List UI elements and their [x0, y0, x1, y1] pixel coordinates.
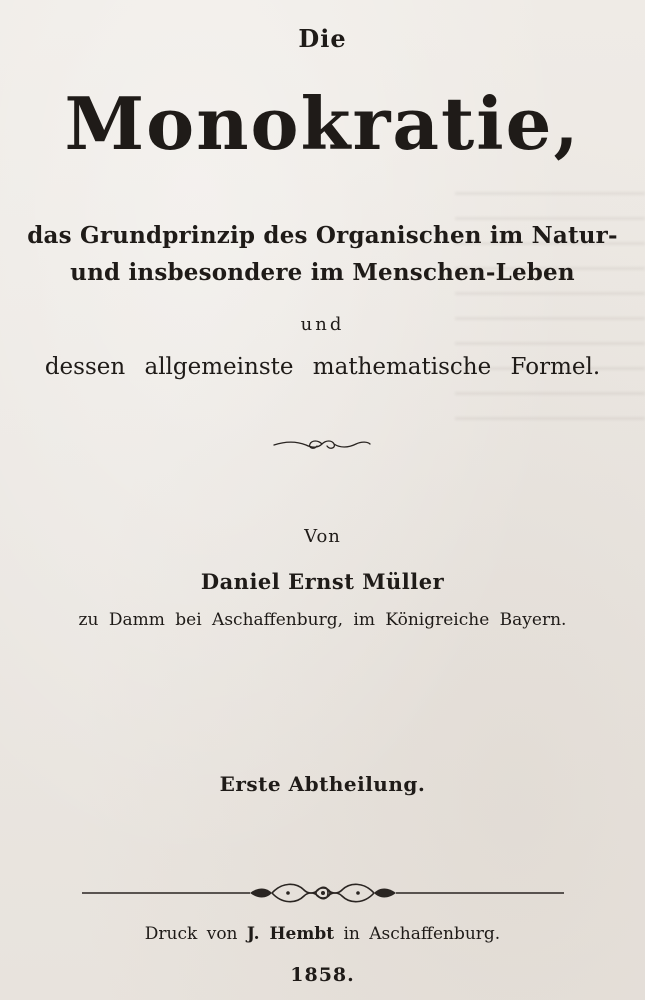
flourish-divider-icon [272, 434, 372, 454]
title-article: Die [298, 24, 347, 53]
imprint-prefix: Druck von [144, 924, 238, 944]
ornamental-rule-icon [82, 878, 564, 908]
author-location: zu Damm bei Aschaffenburg, im Königreiche Bayern. [78, 610, 567, 630]
bleed-through-text [455, 170, 645, 420]
imprint-suffix: in Aschaffenburg. [343, 924, 501, 944]
conjunction: und [300, 314, 345, 335]
main-title: Monokratie, [64, 81, 581, 166]
subtitle-line-2: und insbesondere im Menschen-Leben [70, 259, 575, 286]
by-label: Von [304, 526, 341, 547]
subtitle-line-1: das Grundprinzip des Organischen im Natur- [27, 222, 618, 249]
author-name: Daniel Ernst Müller [200, 569, 445, 594]
subtitle-line-3: dessen allgemeinste mathematische Formel. [44, 354, 601, 380]
printer-name: J. Hembt [246, 924, 335, 944]
imprint [0, 924, 645, 944]
part-label: Erste Abtheilung. [219, 772, 426, 796]
publication-year: 1858. [290, 964, 355, 986]
